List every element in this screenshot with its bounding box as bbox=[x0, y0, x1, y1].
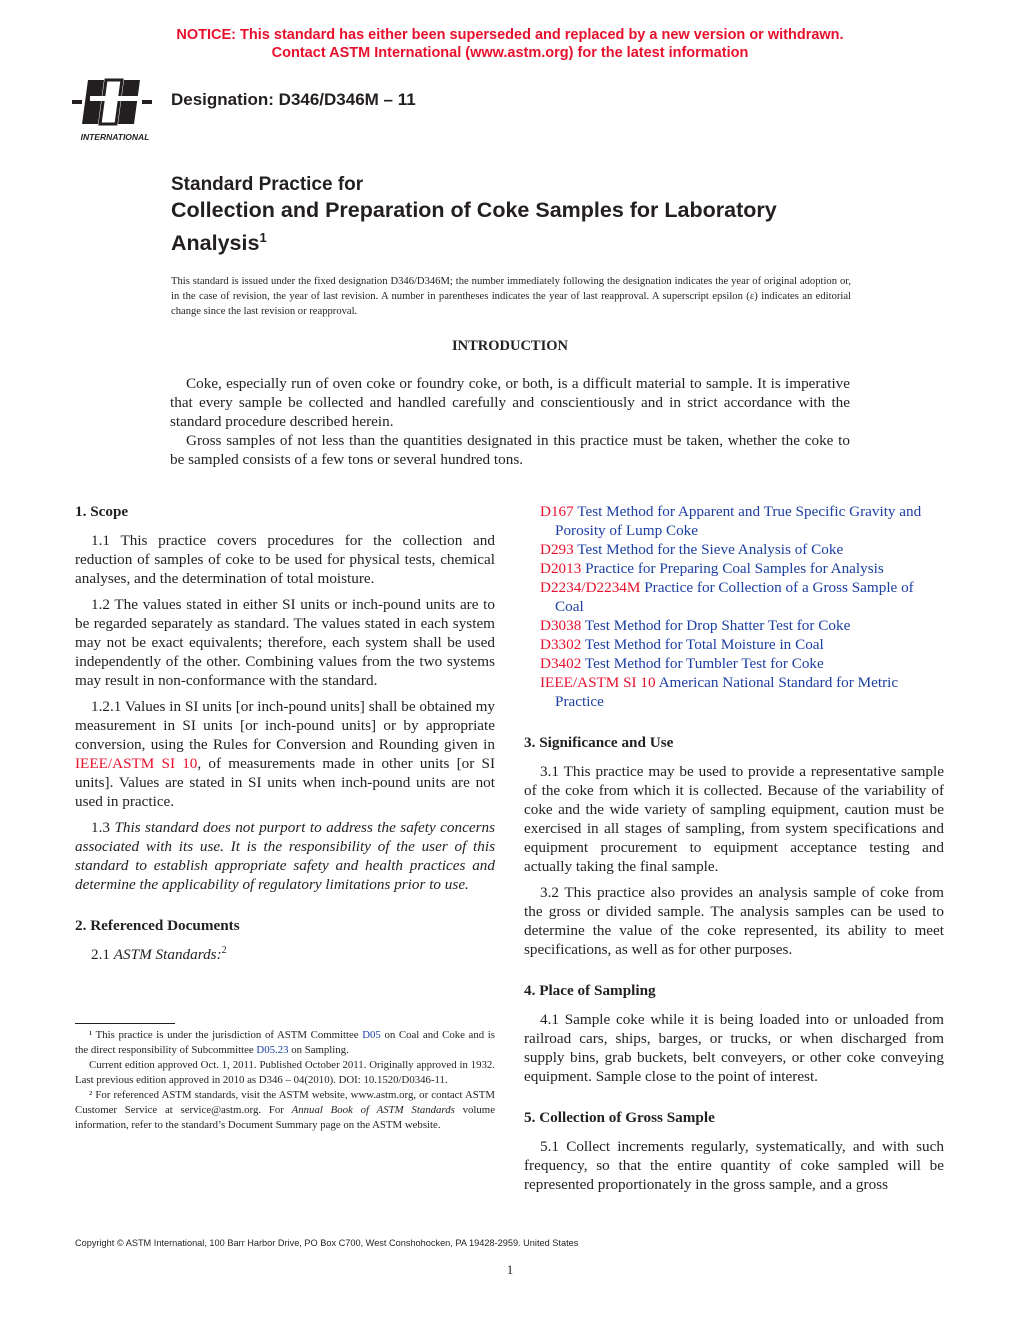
footnote-2 bbox=[75, 1088, 495, 1133]
para-1-2-1-text-a: 1.2.1 Values in SI units [or inch-pound units] shall be obtained my measurement in SI units [or inch-pound units] or by appropriate conversion, using the Rules for Conversion and Rounding given in bbox=[75, 698, 495, 753]
section-1-heading: 1. Scope bbox=[75, 503, 129, 520]
para-1-2: 1.2 The values stated in either SI units or inch-pound units are to be regarded separately as standard. The values stated in each system may not be exact equivalents; therefore, each system shall be used independently of the other. Combining values from the two systems may result in non-conformance with the standard. bbox=[75, 596, 495, 689]
withdrawal-notice bbox=[0, 26, 1020, 62]
ref-item[interactable] bbox=[540, 502, 944, 540]
ref-code[interactable]: D3302 bbox=[540, 636, 582, 653]
introduction-heading: INTRODUCTION bbox=[451, 338, 568, 354]
introduction-paragraph-2: Gross samples of not less than the quantities designated in this practice must be taken, whether the coke to be sampled consists of a few tons or several hundred tons. bbox=[170, 432, 850, 468]
para-1-2-1-text-b: , of measurements made in other units [or SI units]. Values are stated in SI units when inch-pound units are not used in practice. bbox=[75, 755, 496, 810]
document-title bbox=[171, 173, 891, 257]
ref-title[interactable]: Test Method for Total Moisture in Coal bbox=[584, 636, 824, 653]
astm-logo bbox=[68, 74, 162, 144]
title-line-3 bbox=[171, 224, 891, 257]
title-line-1: Standard Practice for bbox=[171, 174, 364, 195]
ref-title[interactable]: Test Method for Apparent and True Specific Gravity and Porosity of Lump Coke bbox=[555, 503, 922, 539]
ref-item[interactable] bbox=[540, 654, 944, 673]
footnote-1-text-b: on Coal and Coke and is the direct responsibility of Subcommittee bbox=[75, 1029, 495, 1056]
ref-code[interactable]: D3038 bbox=[540, 617, 582, 634]
left-column bbox=[75, 502, 495, 971]
para-1-1: 1.1 This practice covers procedures for the collection and reduction of samples of coke to be used for physical tests, chemical analyses, and the determination of total moisture. bbox=[75, 532, 495, 587]
footnote-1 bbox=[75, 1028, 495, 1058]
para-2-1-footnote-mark: 2 bbox=[221, 944, 227, 956]
footnote-1-edition: Current edition approved Oct. 1, 2011. Published October 2011. Originally approved in 1932. Last previous edition approved in 2010 as D346 – 04(2010). DOI: 10.1520/D0346-11. bbox=[75, 1059, 495, 1086]
ref-code[interactable]: D2234/D2234M bbox=[540, 579, 641, 596]
footnote-1-text-c: on Sampling. bbox=[288, 1044, 349, 1056]
ref-title[interactable]: Test Method for Tumbler Test for Coke bbox=[584, 655, 824, 672]
ref-code[interactable]: D167 bbox=[540, 503, 574, 520]
ref-item[interactable] bbox=[540, 673, 944, 711]
designation: Designation: D346/D346M – 11 bbox=[171, 90, 416, 109]
ref-title[interactable]: American National Standard for Metric Practice bbox=[555, 674, 899, 710]
ref-item[interactable] bbox=[540, 559, 944, 578]
introduction bbox=[170, 374, 850, 469]
issue-note: This standard is issued under the fixed designation D346/D346M; the number immediately following the designation indicates the year of original adoption or, in the case of revision, the year of last revision. A number in parentheses indicates the year of last reapproval. A superscript epsilon (ε) indicates an editorial change since the last revision or reapproval. bbox=[171, 276, 851, 317]
section-5-heading: 5. Collection of Gross Sample bbox=[524, 1109, 715, 1126]
para-2-1 bbox=[75, 945, 495, 964]
title-footnote-mark: 1 bbox=[259, 230, 267, 245]
footnote-2-text-b: volume information, refer to the standard’s Document Summary page on the ASTM website. bbox=[75, 1104, 495, 1131]
ref-code[interactable]: D3402 bbox=[540, 655, 582, 672]
referenced-standards-list bbox=[540, 502, 944, 711]
para-1-2-1 bbox=[75, 697, 495, 811]
para-4-1: 4.1 Sample coke while it is being loaded into or unloaded from railroad cars, ships, barges, or trucks, or when discharged from supply bins, grab buckets, belt conveyers, or other coke conveying equipment. Sample close to the point of interest. bbox=[524, 1011, 944, 1085]
svg-text:INTERNATIONAL: INTERNATIONAL bbox=[80, 132, 150, 142]
ref-item[interactable] bbox=[540, 540, 944, 559]
page-number: 1 bbox=[506, 1262, 514, 1277]
subcommittee-d0523-link[interactable]: D05.23 bbox=[256, 1044, 289, 1056]
title-line-3-text: Analysis bbox=[171, 231, 260, 256]
footnote-2-italic: Annual Book of ASTM Standards bbox=[291, 1104, 455, 1116]
para-5-1: 5.1 Collect increments regularly, systematically, and with such frequency, so that the entire quantity of coke sampled will be represented proportionately in the gross sample, and a gross bbox=[524, 1138, 944, 1193]
ref-item[interactable] bbox=[540, 635, 944, 654]
ref-item[interactable] bbox=[540, 616, 944, 635]
ref-code[interactable]: D293 bbox=[540, 541, 574, 558]
ieee-si10-link[interactable]: IEEE/ASTM SI 10 bbox=[75, 755, 198, 772]
introduction-paragraph-1: Coke, especially run of oven coke or foundry coke, or both, is a difficult material to sample. It is imperative that every sample be collected and handled carefully and conscientiously and in strict accordance with the standard procedure described herein. bbox=[170, 375, 850, 430]
copyright: Copyright © ASTM International, 100 Barr Harbor Drive, PO Box C700, West Conshohocken, PA 19428-2959. United States bbox=[75, 1238, 579, 1248]
footnote-2-text-a: ² For referenced ASTM standards, visit the ASTM website, www.astm.org, or contact ASTM Customer Service at service@astm.org. For bbox=[75, 1089, 495, 1116]
para-2-1-number: 2.1 bbox=[91, 946, 114, 963]
ref-title[interactable]: Practice for Collection of a Gross Sample of Coal bbox=[555, 579, 914, 615]
para-3-2: 3.2 This practice also provides an analysis sample of coke from the gross or divided sample. The analysis samples can be used to determine the value of the coke represented, its ability to meet specifications, as well as for other purposes. bbox=[524, 884, 944, 958]
ref-item[interactable] bbox=[540, 578, 944, 616]
para-1-3-number: 1.3 bbox=[91, 819, 115, 836]
committee-d05-link[interactable]: D05 bbox=[362, 1029, 381, 1041]
para-2-1-text: ASTM Standards: bbox=[113, 946, 222, 963]
section-2-heading: 2. Referenced Documents bbox=[75, 917, 240, 934]
ref-title[interactable]: Test Method for the Sieve Analysis of Coke bbox=[577, 541, 844, 558]
footnote-1-text-a: ¹ This practice is under the jurisdiction of ASTM Committee bbox=[89, 1029, 363, 1041]
ref-title[interactable]: Test Method for Drop Shatter Test for Coke bbox=[584, 617, 851, 634]
para-1-3-text: This standard does not purport to address the safety concerns associated with its use. It is the responsibility of the user of this standard to establish appropriate safety and health practices and determine the applicability of regulatory limitations prior to use. bbox=[75, 819, 496, 893]
notice-line-2: Contact ASTM International (www.astm.org) for the latest information bbox=[271, 45, 749, 61]
footnotes bbox=[75, 1023, 495, 1133]
footnote-rule bbox=[75, 1023, 175, 1024]
ref-title[interactable]: Practice for Preparing Coal Samples for Analysis bbox=[585, 560, 884, 577]
notice-line-1: NOTICE: This standard has either been superseded and replaced by a new version or withdrawn. bbox=[176, 27, 844, 43]
section-3-heading: 3. Significance and Use bbox=[524, 734, 674, 751]
ref-code[interactable]: IEEE/ASTM SI 10 bbox=[540, 674, 656, 691]
section-4-heading: 4. Place of Sampling bbox=[524, 982, 656, 999]
title-line-2: Collection and Preparation of Coke Samples for Laboratory bbox=[171, 198, 777, 222]
para-1-3 bbox=[75, 818, 495, 894]
ref-code[interactable]: D2013 bbox=[540, 560, 582, 577]
right-column bbox=[524, 502, 944, 1201]
astm-logo-icon bbox=[68, 74, 162, 144]
para-3-1: 3.1 This practice may be used to provide a representative sample of the coke from which it is collected. Because of the variability of coke and the wide variety of sampling equipment, caution must be exercised in all stages of sampling, from system specifications and equipment procurement to equipment acceptance testing and actually taking the final sample. bbox=[524, 763, 944, 875]
